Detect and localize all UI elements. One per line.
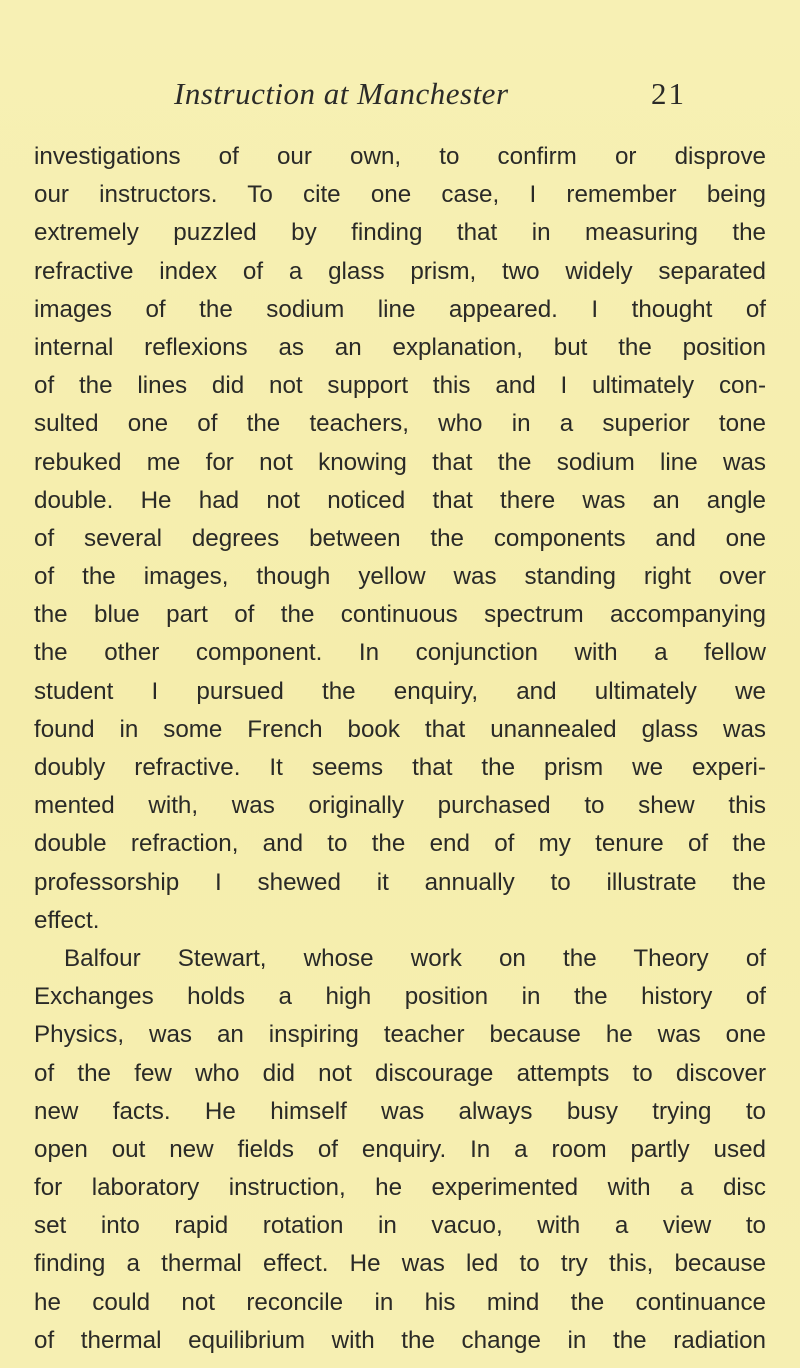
text-line: of the few who did not discourage attempts to discover (34, 1059, 766, 1087)
text-line: he could not reconcile in his mind the continuance (34, 1288, 766, 1316)
text-line: finding a thermal effect. He was led to try this, because (34, 1250, 766, 1278)
running-title: Instruction at Manchester (174, 76, 509, 111)
text-line: of the lines did not support this and I ultimately con- (34, 372, 766, 400)
text-line: our instructors. To cite one case, I remember being (34, 181, 766, 209)
text-line: the blue part of the continuous spectrum accompanying (34, 601, 766, 629)
paragraph-first-line: Balfour Stewart, whose work on the Theory of (64, 944, 766, 972)
text-line: for laboratory instruction, he experimented with a disc (34, 1174, 766, 1202)
text-line: of the images, though yellow was standing right over (34, 563, 766, 591)
text-line: extremely puzzled by finding that in measuring the (34, 219, 766, 247)
text-line: refractive index of a glass prism, two widely separated (34, 257, 766, 285)
text-line: found in some French book that unannealed glass was (34, 715, 766, 743)
text-line: double refraction, and to the end of my tenure of the (34, 830, 766, 858)
text-line: professorship I shewed it annually to illustrate the (34, 868, 766, 896)
page-number: 21 (651, 76, 686, 111)
text-line: doubly refractive. It seems that the prism we experi- (34, 754, 766, 781)
text-line: set into rapid rotation in vacuo, with a view to (34, 1212, 766, 1240)
text-line: internal reflexions as an explanation, but the position (34, 333, 766, 361)
text-line: double. He had not noticed that there was an angle (34, 486, 766, 514)
text-line: rebuked me for not knowing that the sodium line was (34, 448, 766, 476)
text-line: images of the sodium line appeared. I thought of (34, 295, 766, 323)
text-line: of thermal equilibrium with the change in the radiation (34, 1326, 766, 1354)
body-text (34, 138, 766, 1360)
text-line: new facts. He himself was always busy trying to (34, 1097, 766, 1125)
text-line: of several degrees between the components and one (34, 524, 766, 552)
text-line: investigations of our own, to confirm or disprove (34, 143, 766, 170)
text-line: mented with, was originally purchased to shew this (34, 792, 766, 820)
text-line: open out new fields of enquiry. In a room partly used (34, 1135, 766, 1163)
text-line: sulted one of the teachers, who in a superior tone (34, 410, 766, 438)
running-header (0, 76, 800, 116)
paragraph-end-line: effect. (34, 906, 100, 934)
text-line: Physics, was an inspiring teacher because he was one (34, 1021, 766, 1049)
text-line: student I pursued the enquiry, and ultimately we (34, 677, 766, 705)
text-line: the other component. In conjunction with a fellow (34, 639, 766, 667)
text-line: Exchanges holds a high position in the history of (34, 983, 766, 1011)
